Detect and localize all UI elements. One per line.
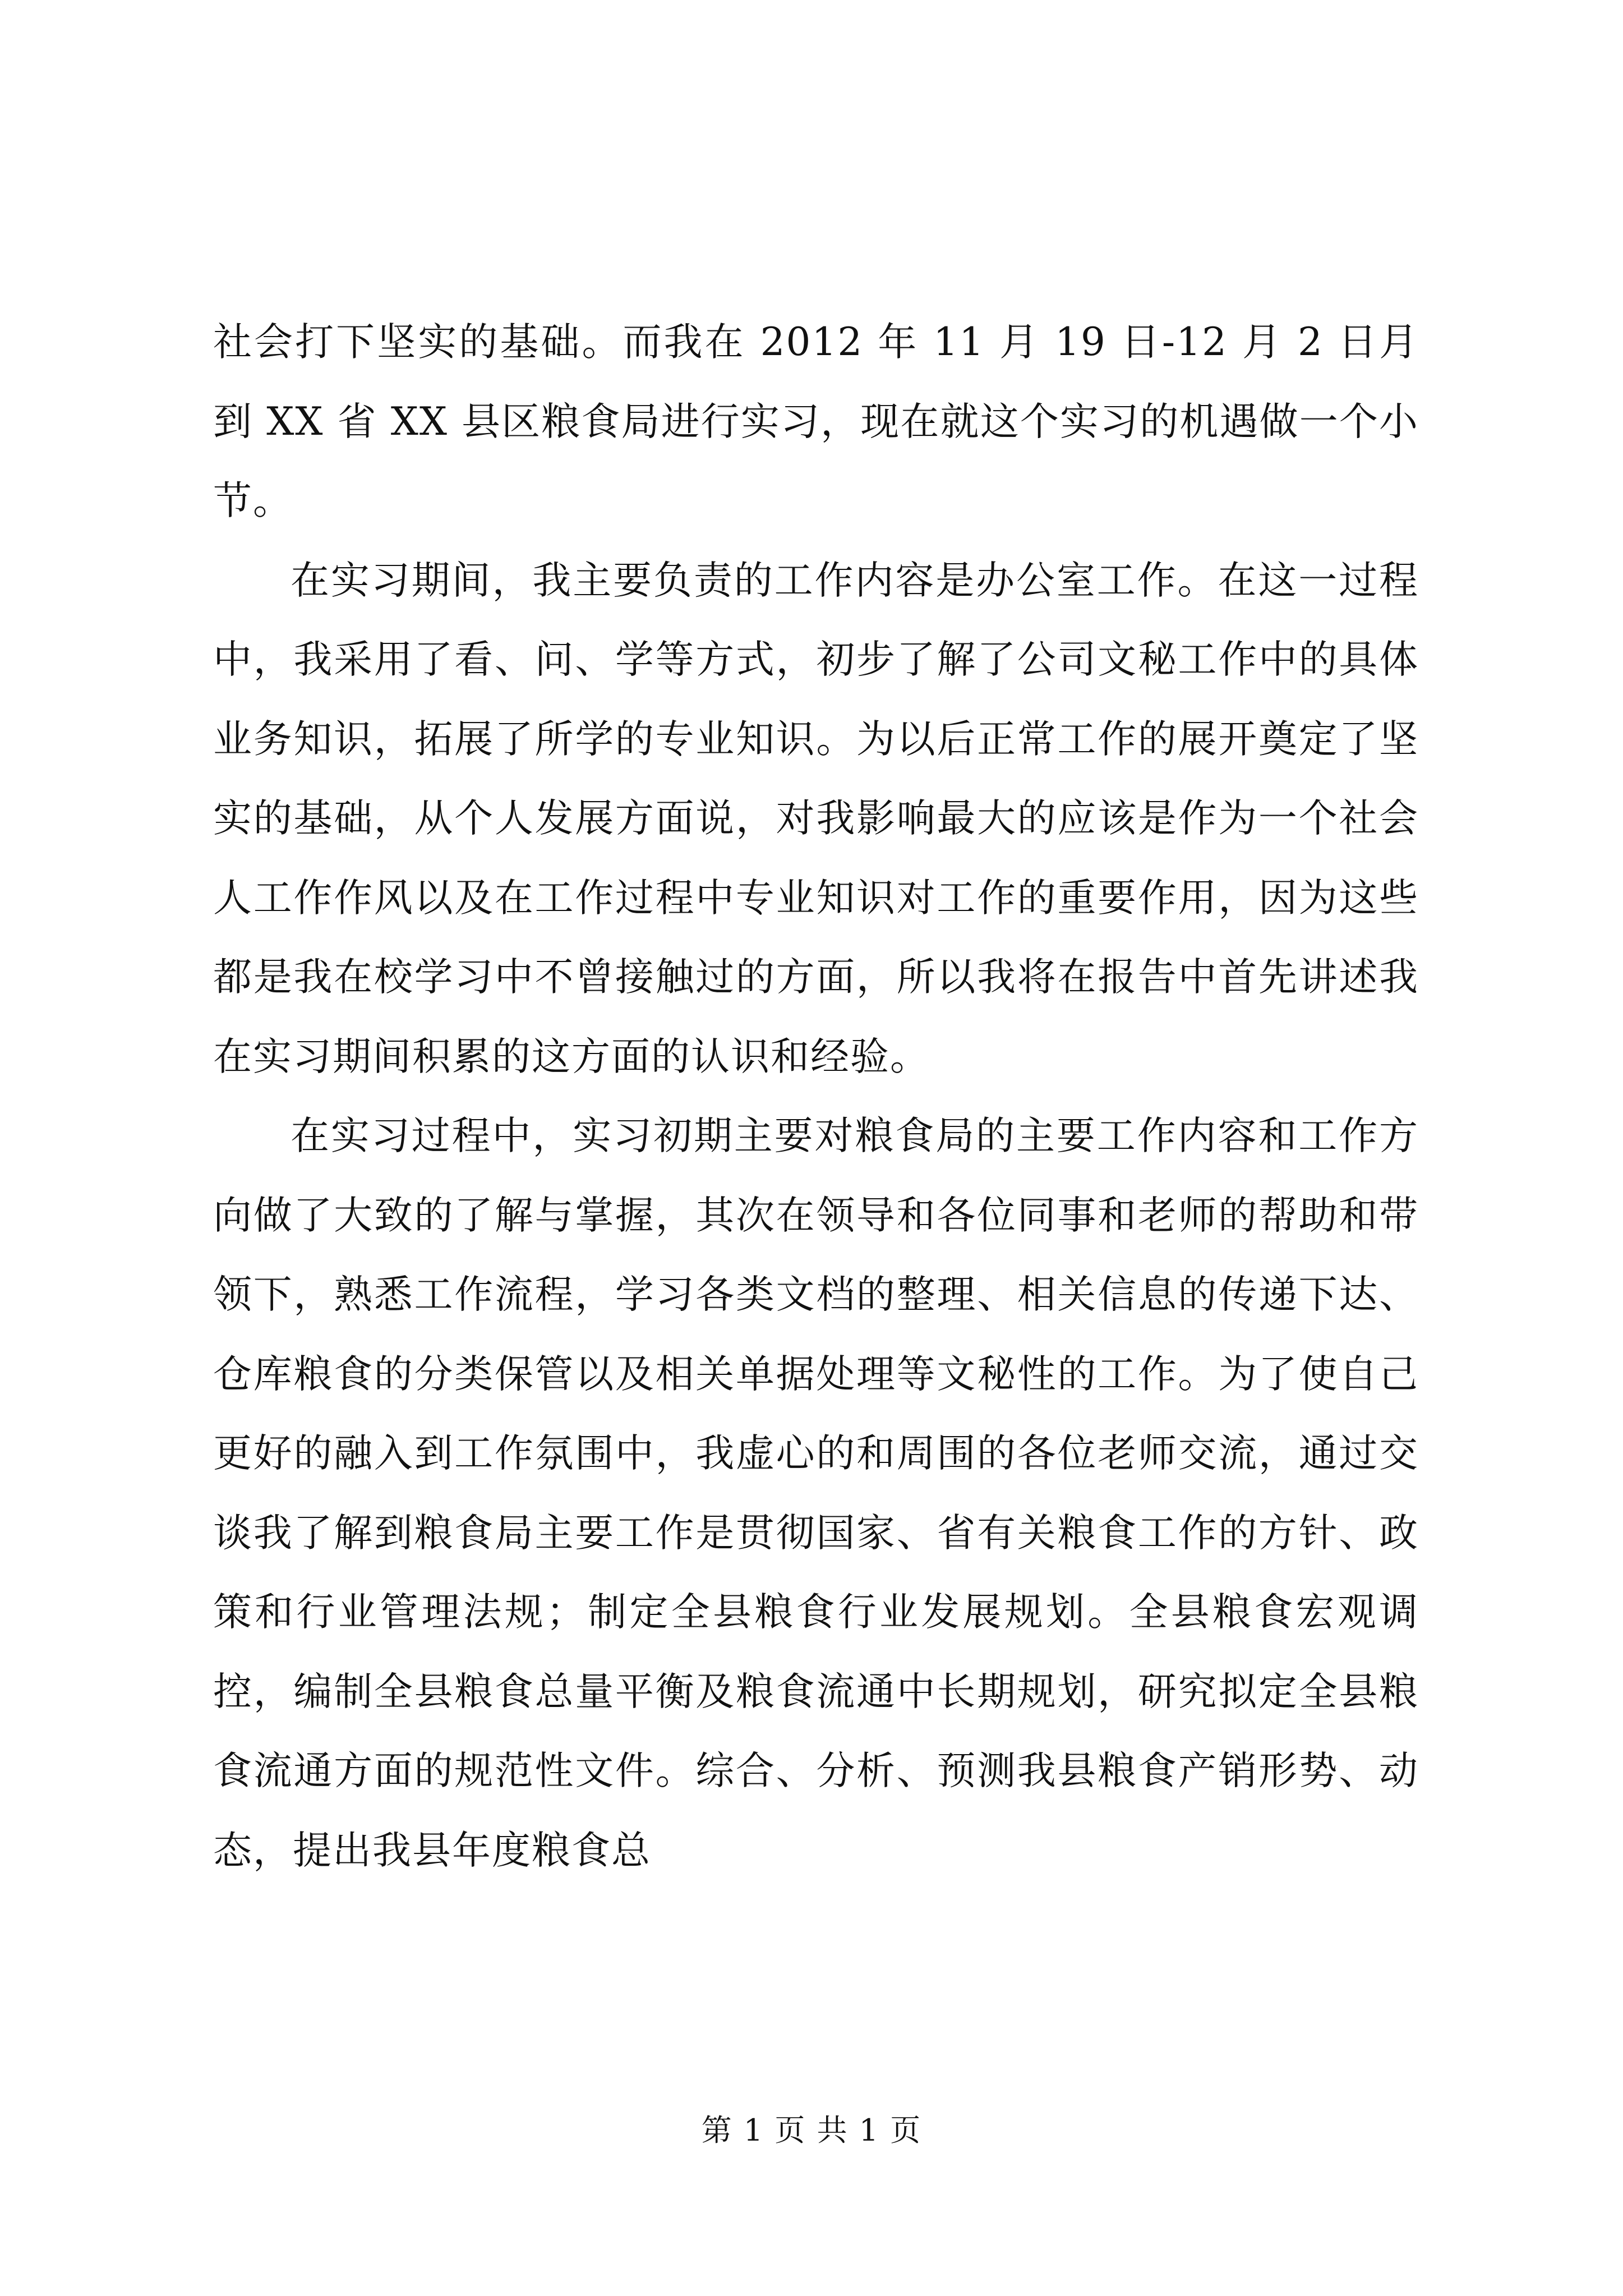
paragraph-1: 社会打下坚实的基础。而我在 2012 年 11 月 19 日-12 月 2 日月到 XX 省 XX 县区粮食局进行实习，现在就这个实习的机遇做一个小节。: [213, 320, 1419, 523]
paragraph-3: 在实习过程中，实习初期主要对粮食局的主要工作内容和工作方向做了大致的了解与掌握，其次在领导和各位同事和老师的帮助和带领下，熟悉工作流程，学习各类文档的整理、相关信息的传递下达、仓库粮食的分类保管以及相关单据处理等文秘性的工作。为了使自己更好的融入到工作氛围中，我虚心的和周围的各位老师交流，通过交谈我了解到粮食局主要工作是贯彻国家、省有关粮食工作的方针、政策和行业管理法规；制定全县粮食行业发展规划。全县粮食宏观调控，编制全县粮食总量平衡及粮食流通中长期规划，研究拟定全县粮食流通方面的规范性文件。综合、分析、预测我县粮食产销形势、动态，提出我县年度粮食总: [213, 1114, 1419, 1873]
document-body: [213, 303, 1419, 1890]
page-footer: 第 1 页 共 1 页: [701, 2113, 922, 2148]
paragraph-2: 在实习期间，我主要负责的工作内容是办公室工作。在这一过程中，我采用了看、问、学等方式，初步了解了公司文秘工作中的具体业务知识，拓展了所学的专业知识。为以后正常工作的展开奠定了坚实的基础，从个人发展方面说，对我影响最大的应该是作为一个社会人工作作风以及在工作过程中专业知识对工作的重要作用，因为这些都是我在校学习中不曾接触过的方面，所以我将在报告中首先讲述我在实习期间积累的这方面的认识和经验。: [213, 558, 1419, 1079]
